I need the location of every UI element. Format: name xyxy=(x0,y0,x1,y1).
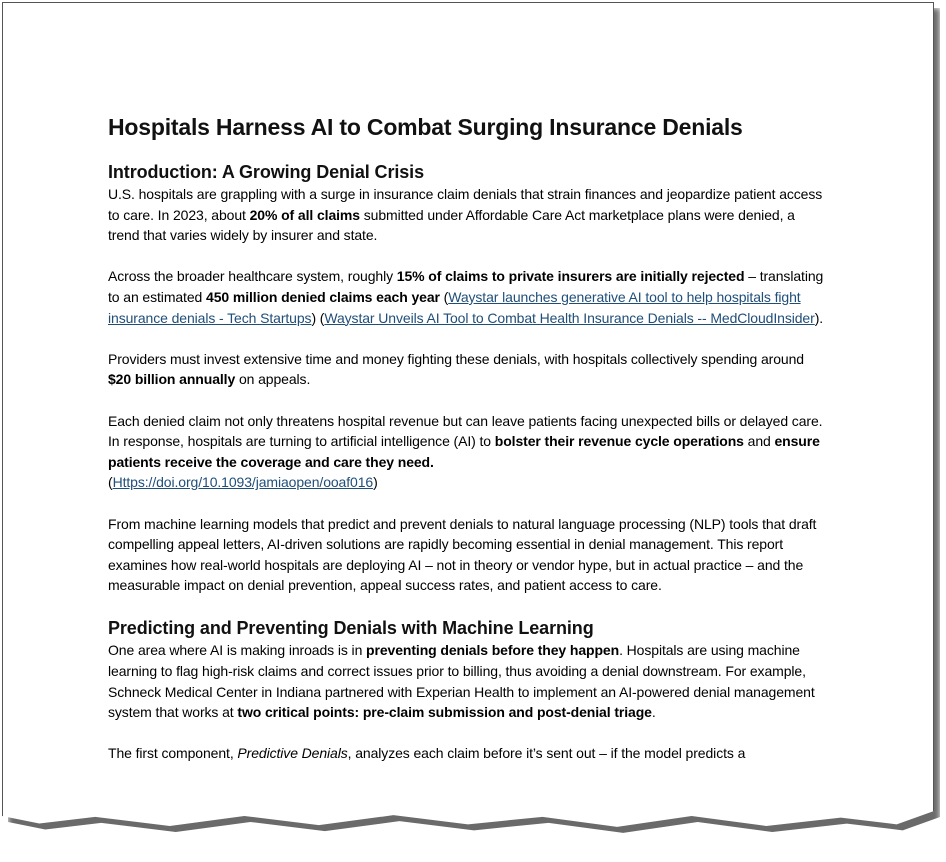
text-run: Across the broader healthcare system, roughly xyxy=(108,268,397,285)
text-run: and xyxy=(743,433,775,450)
paragraph xyxy=(108,266,824,328)
text-run: preventing denials before they happen xyxy=(366,642,620,659)
paragraph: From machine learning models that predict and prevent denials to natural language processing (NLP) tools that draft compelling appeal letters, AI-driven solutions are rapidly becoming essential in denial management. This report examines how real-world hospitals are deploying AI – not in theory or vendor hype, but in actual practice – and the measurable impact on denial prevention, appeal success rates, and patient access to care. xyxy=(108,515,817,594)
text-run: The first component, xyxy=(108,745,238,762)
link-tech-startups[interactable]: Waystar launches generative AI tool to help hospitals fight insurance denials - Tech Startups xyxy=(108,288,801,326)
text-run: ) ( xyxy=(311,309,325,326)
text-run: 15% of claims to private insurers are initially rejected xyxy=(396,268,745,285)
paragraph xyxy=(108,743,824,764)
text-run: ( xyxy=(443,288,449,305)
text-run: Providers must invest extensive time and money fighting these denials, with hospitals collectively spending around xyxy=(108,350,804,367)
text-run: ensure patients receive the coverage and care they need. xyxy=(108,433,820,470)
text-run: bolster their revenue cycle operations xyxy=(494,433,744,450)
text-run: . Hospitals are using machine learning to flag high-risk claims and correct issues prior to billing, thus avoiding a denial downstream. For example, Schneck Medical Center in Indiana partnered with Experian Health to implement an AI-powered denial management system that works at xyxy=(108,642,815,721)
paragraph xyxy=(108,184,824,246)
link-medcloudinsider[interactable]: Waystar Unveils AI Tool to Combat Health Insurance Denials -- MedCloudInsider xyxy=(324,309,815,326)
text-run: ). xyxy=(814,309,824,326)
paragraph xyxy=(108,411,824,493)
text-run: U.S. hospitals are grappling with a surge in insurance claim denials that strain finances and jeopardize patient access to care. In 2023, about xyxy=(108,186,823,223)
text-run: One area where AI is making inroads is in xyxy=(108,642,367,659)
text-run: 450 million denied claims each year xyxy=(206,288,440,305)
text-run: Each denied claim not only threatens hospital revenue but can leave patients facing unexpected bills or delayed care. In response, hospitals are turning to artificial intelligence (AI) to xyxy=(108,412,823,450)
section-heading-predicting: Predicting and Preventing Denials with Machine Learning xyxy=(108,618,594,639)
document-title: Hospitals Harness AI to Combat Surging Insurance Denials xyxy=(108,114,743,140)
text-run: 20% of all claims xyxy=(249,206,360,223)
paragraph xyxy=(108,349,824,390)
document-body xyxy=(108,112,824,785)
section-heading-introduction: Introduction: A Growing Denial Crisis xyxy=(108,162,424,182)
text-run: – translating to an estimated xyxy=(108,268,824,305)
text-run: submitted under Affordable Care Act marketplace plans were denied, a trend that varies widely by insurer and state. xyxy=(108,206,795,244)
link-doi[interactable]: Https://doi.org/10.1093/jamiaopen/ooaf016 xyxy=(112,474,374,491)
paragraph xyxy=(108,640,824,722)
text-run: $20 billion annually xyxy=(108,371,236,388)
text-run: two critical points: pre-claim submission and post-denial triage xyxy=(237,704,652,721)
text-run: on appeals. xyxy=(235,371,311,388)
text-run: , analyzes each claim before it’s sent out – if the model predicts a xyxy=(347,745,746,762)
text-run: . xyxy=(651,704,656,721)
text-run: ) xyxy=(373,474,378,491)
text-run: Predictive Denials xyxy=(237,745,348,762)
text-run: ( xyxy=(108,474,113,491)
